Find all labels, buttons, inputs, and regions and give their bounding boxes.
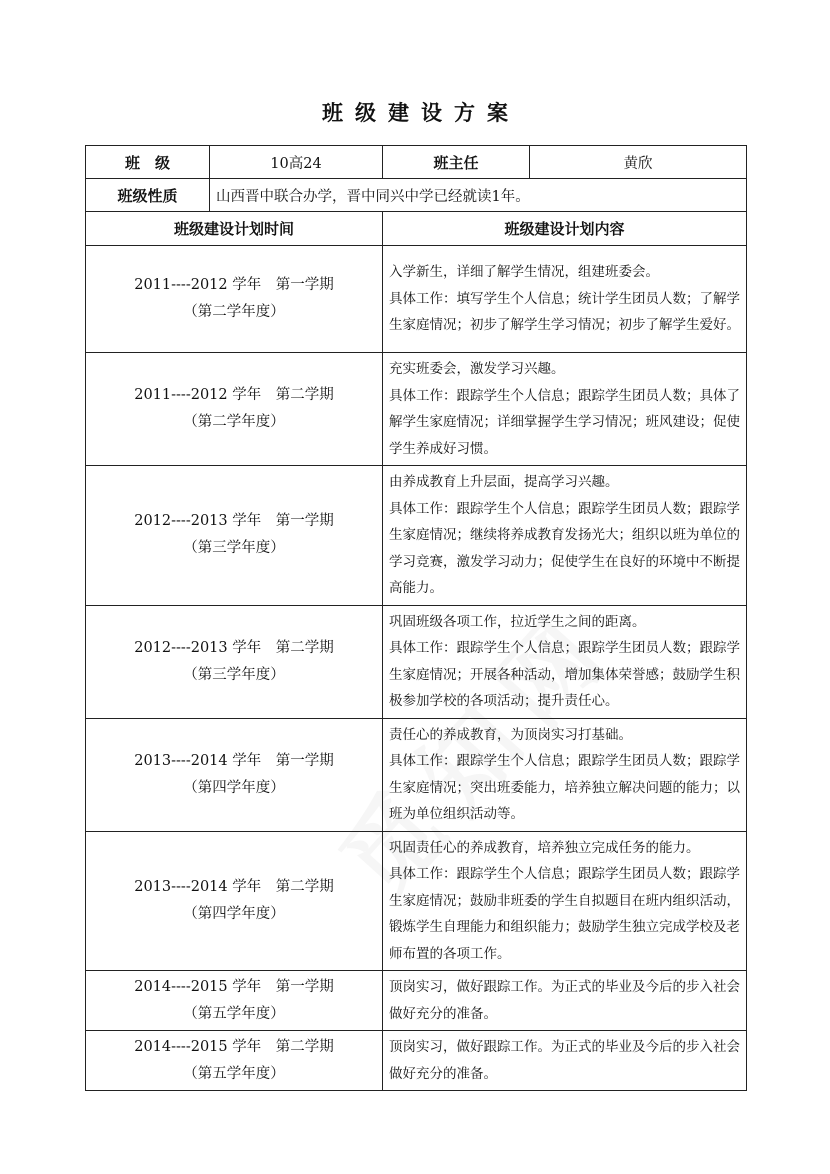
class-value: 10高24 [210,146,383,179]
term-text: 2013----2014 学年 第二学期 [134,878,334,895]
grade-text: （第四学年度） [183,905,285,922]
content-cell [383,718,747,831]
plan-row [86,466,747,606]
goal-text: 由养成教育上升层面，提高学习兴趣。 [389,474,619,490]
term-text: 2014----2015 学年 第二学期 [134,1038,334,1055]
grade-text: （第五学年度） [183,1005,285,1022]
detail-text: 具体工作：填写学生个人信息；统计学生团员人数；了解学生家庭情况；初步了解学生学习情况；初步了解学生爱好。 [389,290,740,334]
period-cell [86,831,383,971]
term-text: 2014----2015 学年 第一学期 [134,978,334,995]
content-cell [383,1031,747,1091]
term-text: 2012----2013 学年 第二学期 [134,639,334,656]
plan-row [86,605,747,718]
content-cell [383,831,747,971]
page-title: 班级建设方案 [322,101,520,125]
plan-table [85,145,747,1091]
grade-text: （第二学年度） [183,414,285,430]
content-cell [383,605,747,718]
term-text: 2011----2012 学年 第一学期 [134,277,334,293]
goal-text: 顶岗实习，做好跟踪工作。为正式的毕业及今后的步入社会做好充分的准备。 [389,979,740,1022]
goal-text: 入学新生，详细了解学生情况，组建班委会。 [389,264,659,281]
goal-text: 巩固责任心的养成教育，培养独立完成任务的能力。 [389,839,700,856]
plan-row [86,246,747,353]
grade-text: （第五学年度） [183,1065,285,1082]
detail-text: 具体工作：跟踪学生个人信息；跟踪学生团员人数；具体了解学生家庭情况；详细掌握学生学习情况；班风建设；促使学生养成好习惯。 [389,387,740,457]
period-cell [86,246,383,353]
plan-row [86,831,747,971]
term-text: 2011----2012 学年 第二学期 [134,387,334,403]
period-cell [86,718,383,831]
period-cell [86,971,383,1031]
period-cell [86,353,383,466]
detail-text: 具体工作：跟踪学生个人信息；跟踪学生团员人数；跟踪学生家庭情况；继续将养成教育发扬光大；组织以班为单位的学习竞赛，激发学习动力；促使学生在良好的环境中不断提高能力。 [389,500,740,596]
period-cell [86,466,383,606]
detail-text: 具体工作：跟踪学生个人信息；跟踪学生团员人数；跟踪学生家庭情况；鼓励非班委的学生自拟题目在班内组织活动，锻炼学生自理能力和组织能力；鼓励学生独立完成学校及老师布置的各项工作。 [389,866,740,962]
grade-text: （第二学年度） [183,304,285,320]
nature-value: 山西晋中联合办学，晋中同兴中学已经就读1年。 [210,179,747,212]
goal-text: 巩固班级各项工作，拉近学生之间的距离。 [389,613,646,630]
plan-row [86,353,747,466]
content-cell [383,466,747,606]
header-row [86,212,747,246]
plan-row [86,971,747,1031]
goal-text: 顶岗实习，做好跟踪工作。为正式的毕业及今后的步入社会做好充分的准备。 [389,1039,740,1082]
plan-row [86,1031,747,1091]
info-row-nature [86,179,747,212]
grade-text: （第三学年度） [183,540,285,557]
nature-label: 班级性质 [86,179,210,212]
teacher-value: 黄欣 [530,146,747,179]
class-label: 班 级 [86,146,210,179]
info-row-class [86,146,747,179]
goal-text: 责任心的养成教育，为顶岗实习打基础。 [389,726,632,743]
teacher-label: 班主任 [383,146,530,179]
period-cell [86,605,383,718]
header-time: 班级建设计划时间 [86,212,383,246]
grade-text: （第四学年度） [183,779,285,796]
term-text: 2012----2013 学年 第一学期 [134,513,334,530]
content-cell [383,246,747,353]
grade-text: （第三学年度） [183,666,285,683]
content-cell [383,353,747,466]
term-text: 2013----2014 学年 第一学期 [134,752,334,769]
header-content: 班级建设计划内容 [383,212,747,246]
detail-text: 具体工作：跟踪学生个人信息；跟踪学生团员人数；跟踪学生家庭情况；开展各种活动，增加集体荣誉感；鼓励学生积极参加学校的各项活动；提升责任心。 [389,640,740,709]
content-cell [383,971,747,1031]
plan-row [86,718,747,831]
period-cell [86,1031,383,1091]
detail-text: 具体工作：跟踪学生个人信息；跟踪学生团员人数；跟踪学生家庭情况；突出班委能力，培养独立解决问题的能力；以班为单位组织活动等。 [389,753,740,822]
goal-text: 充实班委会，激发学习兴趣。 [389,361,565,377]
